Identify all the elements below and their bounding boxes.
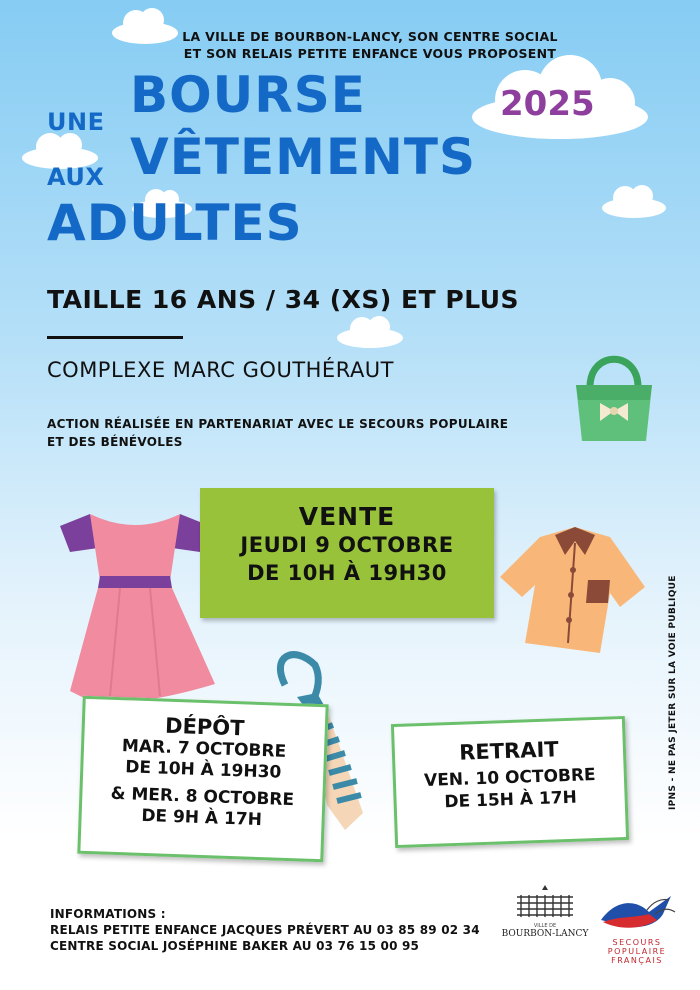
deposit-card <box>77 696 328 862</box>
handbag-icon <box>570 345 658 447</box>
deposit-hours-1: DE 10H À 19H30 <box>124 757 282 783</box>
size-range: TAILLE 16 ANS / 34 (XS) ET PLUS <box>47 285 520 314</box>
secours-populaire-logo <box>592 890 682 965</box>
logo-town-name: BOURBON-LANCY <box>501 929 589 939</box>
dress-icon <box>50 496 220 711</box>
title-aux: AUX <box>47 163 105 191</box>
deposit-heading: DÉPÔT <box>164 713 245 741</box>
sale-box <box>200 488 494 618</box>
legal-notice: IPNS - NE PAS JETER SUR LA VOIE PUBLIQUE <box>668 575 678 810</box>
venue-name: COMPLEXE MARC GOUTHÉRAUT <box>47 358 395 382</box>
title-vetements: VÊTEMENTS <box>130 128 476 186</box>
sale-hours: DE 10H À 19H30 <box>247 561 447 585</box>
divider <box>47 336 183 339</box>
shirt-icon <box>500 525 650 660</box>
pickup-hours: DE 15H À 17H <box>444 787 578 813</box>
header-line-2: ET SON RELAIS PETITE ENFANCE VOUS PROPOSENT <box>183 46 557 61</box>
cloud-icon <box>600 180 668 220</box>
logo-secours-1: SECOURS <box>612 938 662 947</box>
partnership-line-2: ET DES BÉNÉVOLES <box>47 435 183 449</box>
info-heading: INFORMATIONS : <box>50 907 166 921</box>
partnership-note <box>47 415 508 451</box>
info-line-1: RELAIS PETITE ENFANCE JACQUES PRÉVERT AU 03 85 89 02 34 <box>50 923 480 937</box>
sale-heading: VENTE <box>298 502 396 531</box>
pickup-heading: RETRAIT <box>458 737 560 765</box>
pickup-date: VEN. 10 OCTOBRE <box>423 765 596 791</box>
title-adultes: ADULTES <box>47 194 303 252</box>
pickup-card <box>391 716 629 848</box>
info-line-2: CENTRE SOCIAL JOSÉPHINE BAKER AU 03 76 15 00 95 <box>50 939 420 953</box>
header-line-1: LA VILLE DE BOURBON-LANCY, SON CENTRE SOCIAL <box>182 29 558 44</box>
deposit-date-2: & MER. 8 OCTOBRE <box>110 783 295 811</box>
deposit-date-1: MAR. 7 OCTOBRE <box>121 736 287 762</box>
sale-date: JEUDI 9 OCTOBRE <box>240 533 454 557</box>
logo-secours-2: POPULAIRE <box>607 947 667 956</box>
title-une: UNE <box>47 108 105 136</box>
year-label: 2025 <box>500 84 595 124</box>
title-bourse: BOURSE <box>130 66 366 124</box>
town-emblem-icon <box>515 885 575 919</box>
bourbon-lancy-logo <box>500 885 590 939</box>
deposit-hours-2: DE 9H À 17H <box>141 805 263 831</box>
organizers-header <box>150 28 590 62</box>
contact-info <box>50 906 480 954</box>
partnership-line-1: ACTION RÉALISÉE EN PARTENARIAT AVEC LE SECOURS POPULAIRE <box>47 417 509 431</box>
cloud-icon <box>335 312 405 350</box>
dove-hand-icon <box>597 890 677 934</box>
logo-ville-de: VILLE DE <box>533 923 557 929</box>
logo-secours-3: FRANÇAIS <box>611 956 663 965</box>
